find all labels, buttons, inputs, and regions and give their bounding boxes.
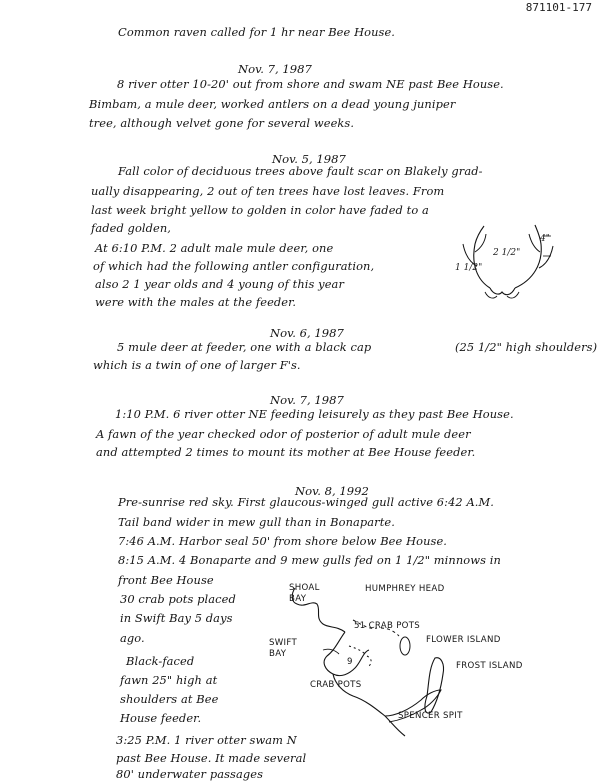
note-line: A fawn of the year checked odor of posterior of adult mule deer [96, 427, 471, 441]
note-line: Fall color of deciduous trees above fault scar on Blakely grad- [118, 164, 483, 178]
note-line: Black-faced [126, 654, 195, 668]
note-line: 5 mule deer at feeder, one with a black cap [117, 340, 372, 354]
note-line: last week bright yellow to golden in color have faded to a [91, 203, 429, 217]
note-line: ago. [120, 631, 145, 645]
entry-date: Nov. 7, 1987 [270, 393, 344, 407]
note-line: ually disappearing, 2 out of ten trees have lost leaves. From [91, 184, 445, 198]
map-label-frost-island: FROST ISLAND [456, 661, 523, 671]
map-label-shoal-bay: SHOAL BAY [289, 583, 320, 604]
note-line: tree, although velvet gone for several weeks. [89, 116, 355, 130]
note-line: Tail band wider in mew gull than in Bonaparte. [118, 515, 395, 529]
note-line: faded golden, [91, 221, 172, 235]
note-line: Bimbam, a mule deer, worked antlers on a dead young juniper [89, 97, 456, 111]
antler-left-label: 1 1/2" [455, 263, 483, 273]
note-line: past Bee House. It made several [116, 751, 307, 765]
entry-date: Nov. 5, 1987 [272, 152, 346, 166]
map-label-flower-island: FLOWER ISLAND [426, 635, 501, 645]
note-line: fawn 25" high at [120, 673, 218, 687]
map-label-crab-pots: CRAB POTS [310, 680, 362, 690]
note-line: House feeder. [120, 711, 202, 725]
note-line: At 6:10 P.M. 2 adult male mule deer, one [95, 241, 334, 255]
note-line: which is a twin of one of larger F's. [93, 358, 301, 372]
frost-island-shape [425, 658, 444, 713]
note-line: 80' underwater passages [116, 767, 264, 781]
map-label-swift-bay: SWIFT BAY [269, 638, 298, 659]
note-line: and attempted 2 times to mount its mother at Bee House feeder. [96, 445, 476, 459]
note-line: Common raven called for 1 hr near Bee House. [118, 25, 396, 39]
note-line: 7:46 A.M. Harbor seal 50' from shore below Bee House. [118, 534, 448, 548]
map-label-humphrey-head: HUMPHREY HEAD [365, 584, 445, 594]
note-line: 30 crab pots placed [120, 592, 236, 606]
entry-date: Nov. 6, 1987 [270, 326, 344, 340]
map-label-spencer-spit: SPENCER SPIT [398, 711, 463, 721]
document-id: 871101-177 [525, 1, 592, 14]
note-line: of which had the following antler configuration, [93, 259, 375, 273]
map-label-51-crab-pots: 51 CRAB POTS [354, 621, 421, 631]
left-antler-beam [474, 226, 490, 288]
note-line: 3:25 P.M. 1 river otter swam N [116, 733, 297, 747]
entry-date: Nov. 7, 1987 [238, 62, 312, 76]
map-label-count: 9 [347, 657, 353, 667]
note-line: in Swift Bay 5 days [120, 611, 233, 625]
note-line: 8 river otter 10-20' out from shore and swam NE past Bee House. [117, 77, 504, 91]
note-line: Pre-sunrise red sky. First glaucous-winged gull active 6:42 A.M. [118, 495, 495, 509]
note-line: 8:15 A.M. 4 Bonaparte and 9 mew gulls fed on 1 1/2" minnows in [118, 553, 501, 567]
note-line: (25 1/2" high shoulders) [455, 340, 598, 354]
entry-date: Nov. 8, 1992 [295, 484, 369, 498]
deer-head [490, 288, 515, 295]
flower-island-shape [400, 637, 410, 655]
note-line: shoulders at Bee [120, 692, 219, 706]
note-line: were with the males at the feeder. [95, 295, 297, 309]
swift-bay-shore [324, 632, 369, 676]
note-line: front Bee House [118, 573, 214, 587]
antler-height-label: 4" [540, 234, 550, 244]
note-line: also 2 1 year olds and 4 young of this year [95, 277, 344, 291]
note-line: 1:10 P.M. 6 river otter NE feeding leisurely as they past Bee House. [115, 407, 514, 421]
antler-inner-label: 2 1/2" [493, 248, 521, 258]
